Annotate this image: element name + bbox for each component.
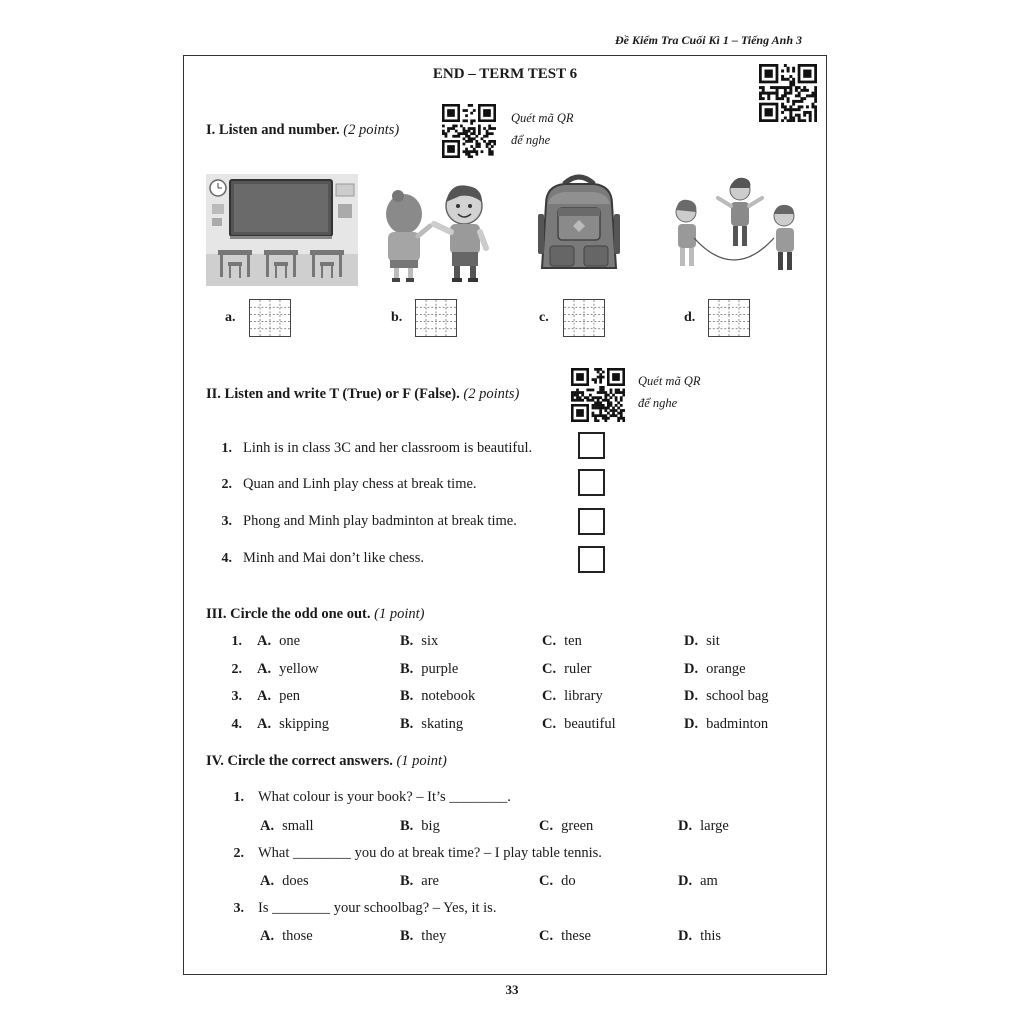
question-number: 1. bbox=[231, 634, 242, 649]
answer-option[interactable]: C. library bbox=[542, 688, 603, 704]
children-greeting-picture bbox=[376, 174, 506, 286]
answer-option[interactable]: A. yellow bbox=[257, 661, 319, 677]
answer-option[interactable]: A. does bbox=[260, 873, 309, 889]
question-text: Is ________ your schoolbag? – Yes, it is. bbox=[258, 900, 497, 916]
page-number: 33 bbox=[505, 982, 519, 997]
answer-option[interactable]: C. do bbox=[539, 873, 576, 889]
tf-statement: Minh and Mai don’t like chess. bbox=[243, 550, 424, 566]
tf-answer-box[interactable] bbox=[578, 546, 605, 573]
answer-option[interactable]: A. pen bbox=[257, 688, 301, 704]
tf-item-number: 3. bbox=[221, 514, 232, 529]
question-number: 1. bbox=[233, 790, 244, 805]
section-2-title: II. Listen and write T (True) or F (False). (2 points) bbox=[206, 386, 520, 402]
tf-item-number: 1. bbox=[221, 441, 232, 456]
answer-option[interactable]: A. small bbox=[260, 818, 314, 834]
question-number: 4. bbox=[231, 717, 242, 732]
section-3-title: III. Circle the odd one out. (1 point) bbox=[206, 606, 425, 622]
answer-option[interactable]: D. sit bbox=[684, 633, 720, 649]
qr-note: Quét mã QR để nghe bbox=[638, 374, 701, 410]
answer-option[interactable]: D. large bbox=[678, 818, 729, 834]
answer-option[interactable]: A. one bbox=[257, 633, 301, 649]
worksheet-frame bbox=[183, 55, 827, 975]
running-header: Đề Kiểm Tra Cuối Kì 1 – Tiếng Anh 3 bbox=[614, 33, 802, 47]
answer-option[interactable]: B. notebook bbox=[400, 688, 476, 704]
answer-option[interactable]: A. skipping bbox=[257, 716, 330, 732]
picture-label: c. bbox=[539, 310, 549, 325]
question-number: 2. bbox=[233, 846, 244, 861]
tf-answer-box[interactable] bbox=[578, 432, 605, 459]
qr-note: Quét mã QR để nghe bbox=[511, 111, 574, 147]
section-1-title: I. Listen and number. (2 points) bbox=[206, 122, 400, 138]
question-text: What ________ you do at break time? – I play table tennis. bbox=[258, 845, 602, 861]
schoolbag-picture bbox=[534, 174, 624, 274]
answer-option[interactable]: D. am bbox=[678, 873, 718, 889]
answer-option[interactable]: B. skating bbox=[400, 716, 464, 732]
number-writing-box[interactable] bbox=[708, 299, 750, 337]
answer-option[interactable]: B. are bbox=[400, 873, 439, 889]
answer-option[interactable]: B. purple bbox=[400, 661, 459, 677]
answer-option[interactable]: D. this bbox=[678, 928, 722, 944]
question-number: 3. bbox=[233, 901, 244, 916]
number-writing-box[interactable] bbox=[563, 299, 605, 337]
number-writing-box[interactable] bbox=[415, 299, 457, 337]
answer-option[interactable]: C. ten bbox=[542, 633, 582, 649]
answer-option[interactable]: D. orange bbox=[684, 661, 746, 677]
question-text: What colour is your book? – It’s ________. bbox=[258, 789, 511, 805]
picture-label: b. bbox=[391, 310, 403, 325]
answer-option[interactable]: B. big bbox=[400, 818, 440, 834]
tf-item-number: 4. bbox=[221, 551, 232, 566]
tf-statement: Phong and Minh play badminton at break time. bbox=[243, 513, 517, 529]
answer-option[interactable]: D. badminton bbox=[684, 716, 769, 732]
question-number: 2. bbox=[231, 662, 242, 677]
answer-option[interactable]: C. green bbox=[539, 818, 594, 834]
answer-option[interactable]: D. school bag bbox=[684, 688, 769, 704]
qr-code-icon bbox=[442, 104, 496, 158]
section-4-title: IV. Circle the correct answers. (1 point) bbox=[206, 753, 447, 769]
number-writing-box[interactable] bbox=[249, 299, 291, 337]
tf-item-number: 2. bbox=[221, 477, 232, 492]
answer-option[interactable]: A. those bbox=[260, 928, 313, 944]
answer-option[interactable]: B. they bbox=[400, 928, 447, 944]
answer-option[interactable]: C. ruler bbox=[542, 661, 592, 677]
tf-answer-box[interactable] bbox=[578, 508, 605, 535]
answer-option[interactable]: B. six bbox=[400, 633, 439, 649]
tf-statement: Quan and Linh play chess at break time. bbox=[243, 476, 477, 492]
tf-answer-box[interactable] bbox=[578, 469, 605, 496]
picture-label: d. bbox=[684, 310, 696, 325]
answer-option[interactable]: C. beautiful bbox=[542, 716, 616, 732]
tf-statement: Linh is in class 3C and her classroom is beautiful. bbox=[243, 440, 533, 456]
test-title: END – TERM TEST 6 bbox=[432, 66, 578, 82]
answer-option[interactable]: C. these bbox=[539, 928, 591, 944]
qr-code-icon bbox=[571, 368, 625, 422]
qr-code-icon bbox=[759, 64, 817, 122]
classroom-picture bbox=[206, 174, 358, 286]
picture-label: a. bbox=[225, 310, 236, 325]
question-number: 3. bbox=[231, 689, 242, 704]
skipping-rope-picture bbox=[664, 174, 804, 286]
